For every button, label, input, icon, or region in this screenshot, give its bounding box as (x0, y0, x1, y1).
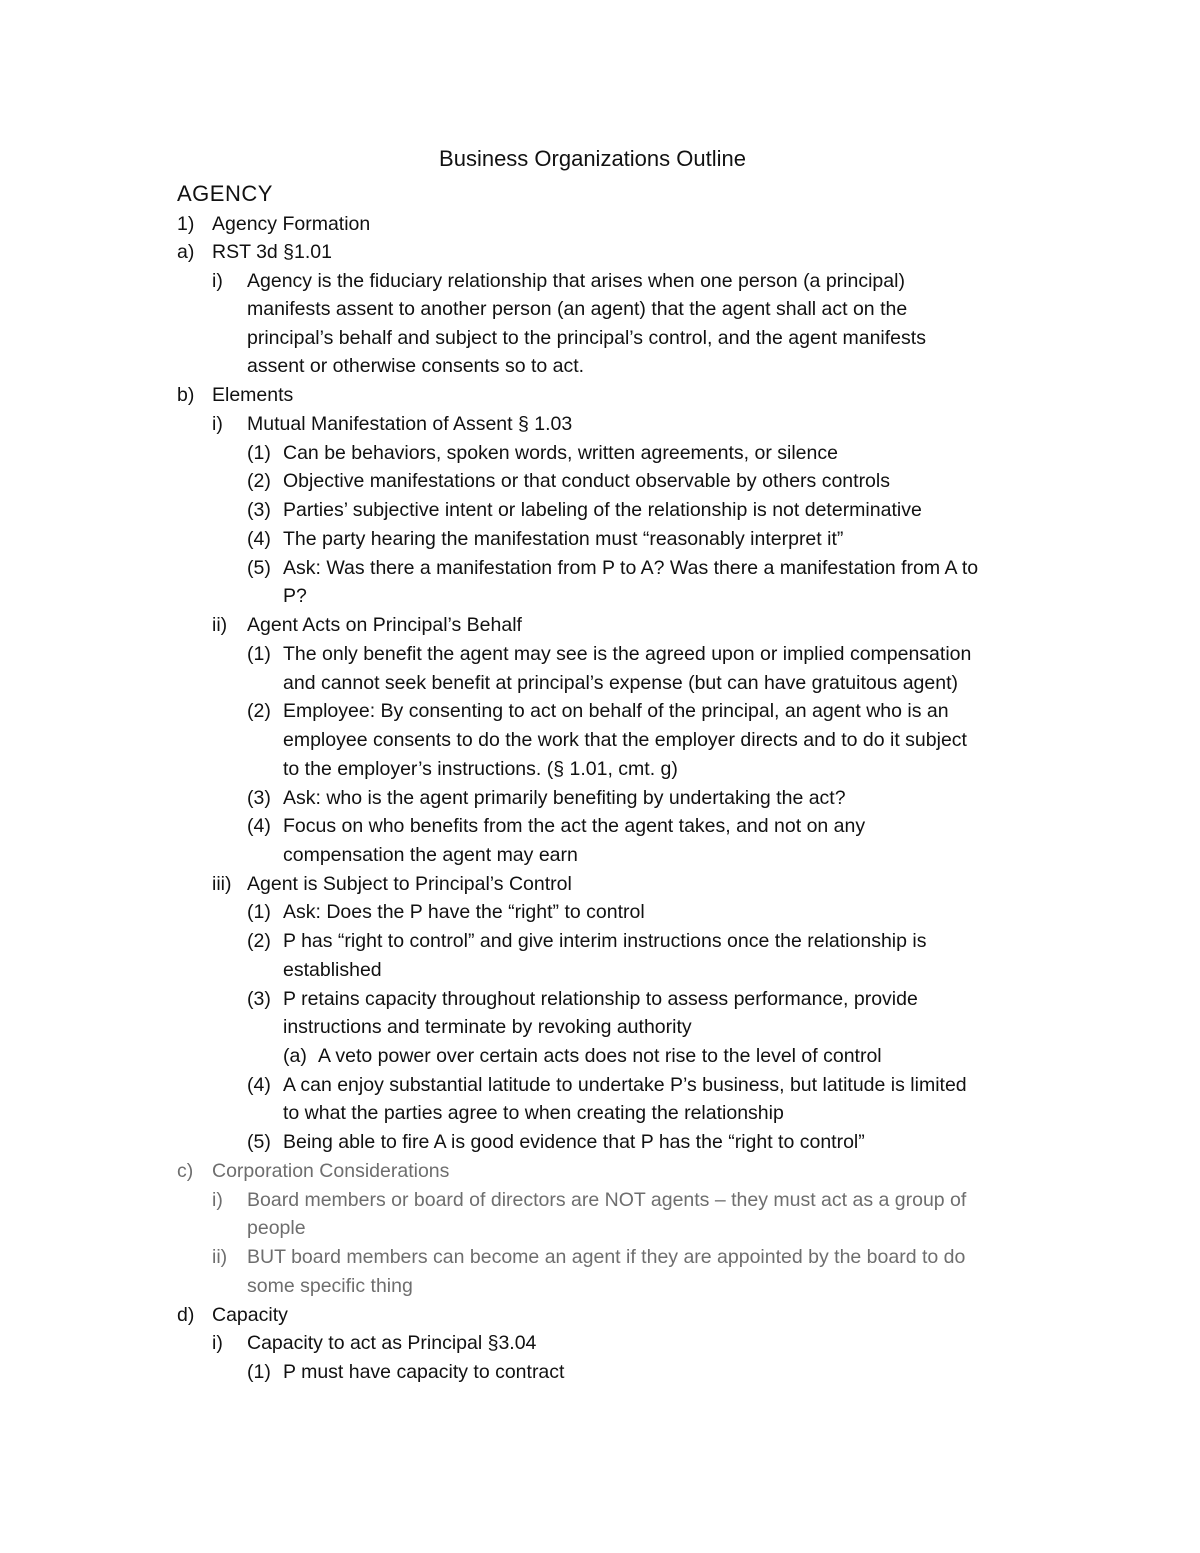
outline-text: some specific thing (247, 1275, 413, 1297)
section-heading: AGENCY (177, 181, 273, 206)
outline-text: Capacity (212, 1304, 288, 1326)
outline-text: Board members or board of directors are NOT agents – they must act as a group of (247, 1189, 967, 1211)
document-title: Business Organizations Outline (439, 146, 746, 171)
outline-text: The only benefit the agent may see is the agreed upon or implied compensation (283, 643, 972, 665)
outline-marker: (5) (247, 1131, 271, 1153)
outline-text: Mutual Manifestation of Assent § 1.03 (247, 413, 573, 435)
outline-marker: 1) (177, 213, 195, 235)
outline-text: established (283, 959, 382, 981)
outline-text: manifests assent to another person (an agent) that the agent shall act on the (247, 298, 908, 320)
outline-text: A can enjoy substantial latitude to undertake P’s business, but latitude is limited (283, 1074, 967, 1096)
outline-text: and cannot seek benefit at principal’s expense (but can have gratuitous agent) (283, 672, 959, 694)
outline-marker: (4) (247, 815, 271, 837)
outline-text: Being able to fire A is good evidence that P has the “right to control” (283, 1131, 865, 1153)
outline-text: Can be behaviors, spoken words, written agreements, or silence (283, 442, 838, 464)
outline-text: BUT board members can become an agent if they are appointed by the board to do (247, 1246, 966, 1268)
outline-marker: (3) (247, 988, 271, 1010)
outline-text: to what the parties agree to when creating the relationship (283, 1102, 784, 1124)
outline-marker: (4) (247, 528, 271, 550)
outline-text: instructions and terminate by revoking authority (283, 1016, 692, 1038)
outline-text: Elements (212, 384, 294, 406)
outline-marker: ii) (212, 614, 228, 636)
outline-marker: (4) (247, 1074, 271, 1096)
outline-text: Agent is Subject to Principal’s Control (247, 873, 572, 895)
outline-text: to the employer’s instructions. (§ 1.01, cmt. g) (283, 758, 678, 780)
outline-marker: (5) (247, 557, 271, 579)
outline-marker: i) (212, 413, 223, 435)
outline-marker: (1) (247, 1361, 271, 1383)
outline-text: Objective manifestations or that conduct observable by others controls (283, 470, 890, 492)
outline-marker: a) (177, 241, 195, 263)
outline-text: Agent Acts on Principal’s Behalf (247, 614, 522, 636)
outline-text: principal’s behalf and subject to the principal’s control, and the agent manifests (247, 327, 926, 349)
outline-text: P has “right to control” and give interim instructions once the relationship is (283, 930, 927, 952)
outline-marker: (1) (247, 643, 271, 665)
outline-text: P? (283, 585, 307, 607)
outline-marker: (3) (247, 787, 271, 809)
outline-marker: (2) (247, 930, 271, 952)
outline-text: P retains capacity throughout relationship to assess performance, provide (283, 988, 918, 1010)
outline-text: Parties’ subjective intent or labeling of the relationship is not determinative (283, 499, 922, 521)
outline-marker: i) (212, 1332, 223, 1354)
outline-text: compensation the agent may earn (283, 844, 578, 866)
outline-marker: iii) (212, 873, 232, 895)
outline-text: employee consents to do the work that the employer directs and to do it subject (283, 729, 967, 751)
outline-marker: (2) (247, 470, 271, 492)
outline-marker: (1) (247, 442, 271, 464)
outline-marker: i) (212, 1189, 223, 1211)
outline-text: Agency is the fiduciary relationship that arises when one person (a principal) (247, 270, 905, 292)
outline-text: The party hearing the manifestation must “reasonably interpret it” (283, 528, 844, 550)
outline-marker: (3) (247, 499, 271, 521)
outline-text: P must have capacity to contract (283, 1361, 565, 1383)
outline-text: Focus on who benefits from the act the agent takes, and not on any (283, 815, 866, 837)
outline-text: Corporation Considerations (212, 1160, 450, 1182)
outline-marker: (2) (247, 700, 271, 722)
outline-marker: i) (212, 270, 223, 292)
outline-marker: (a) (283, 1045, 307, 1067)
outline-text: A veto power over certain acts does not rise to the level of control (318, 1045, 882, 1067)
outline-marker: c) (177, 1160, 194, 1182)
outline-text: Employee: By consenting to act on behalf of the principal, an agent who is an (283, 700, 949, 722)
outline-text: Agency Formation (212, 213, 371, 235)
outline-text: assent or otherwise consents so to act. (247, 355, 585, 377)
outline-text: Ask: Was there a manifestation from P to A? Was there a manifestation from A to (283, 557, 979, 579)
outline-marker: ii) (212, 1246, 228, 1268)
outline-text: Ask: Does the P have the “right” to control (283, 901, 645, 923)
outline-text: Ask: who is the agent primarily benefiting by undertaking the act? (283, 787, 846, 809)
outline-marker: d) (177, 1304, 195, 1326)
outline-text: RST 3d §1.01 (212, 241, 332, 263)
outline-text: people (247, 1217, 306, 1239)
outline-marker: (1) (247, 901, 271, 923)
outline-text: Capacity to act as Principal §3.04 (247, 1332, 537, 1354)
outline-marker: b) (177, 384, 195, 406)
